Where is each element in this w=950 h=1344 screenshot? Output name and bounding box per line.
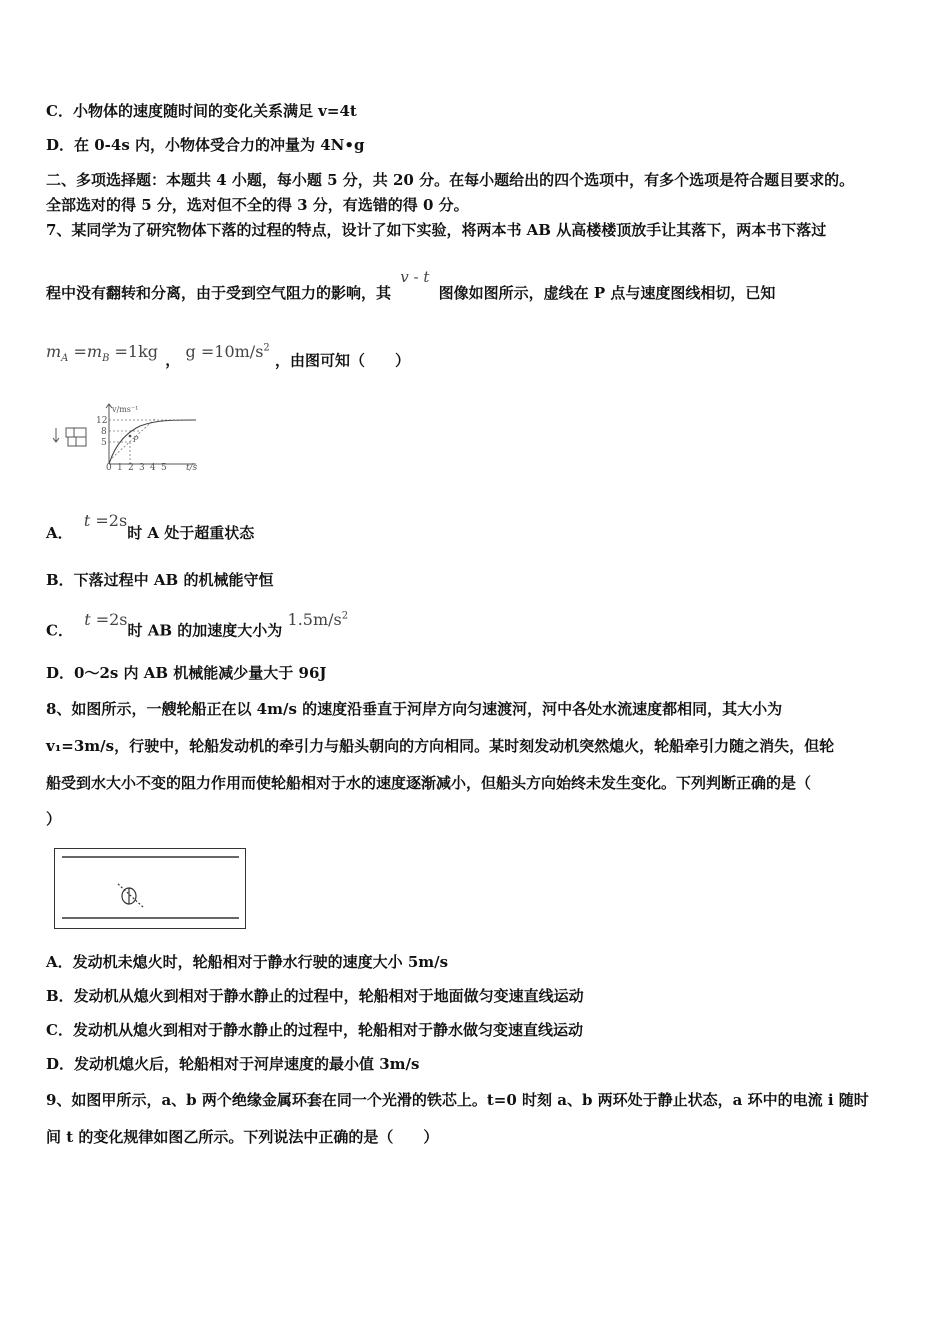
q7-option-a: A． t =2s时 A 处于超重状态 [46, 511, 255, 542]
x-tick-3: 3 [139, 463, 145, 472]
q7-option-b: B．下落过程中 AB 的机械能守恒 [46, 571, 274, 589]
q8-river-figure [54, 848, 247, 930]
q8-option-d: D．发动机熄火后，轮船相对于河岸速度的最小值 3m/s [46, 1055, 420, 1073]
y-tick-12: 12 [96, 416, 108, 426]
q7-stem-line2a: 程中没有翻转和分离，由于受到空气阻力的影响，其 [46, 284, 392, 302]
q7-stem-line2b: 图像如图所示，虚线在 P 点与速度图线相切，已知 [438, 284, 776, 302]
q7-stem-line2 [46, 268, 776, 303]
x-tick-5: 5 [161, 463, 167, 472]
y-tick-5: 5 [101, 438, 107, 448]
section2-heading-line1: 二、多项选择题：本题共 4 小题，每小题 5 分，共 20 分。在每小题给出的四个选项中，有多个选项是符合题目要求的。 [46, 171, 855, 189]
x-tick-0: 0 [106, 463, 112, 472]
x-tick-4: 4 [150, 463, 156, 472]
q8-stem-line4: ） [46, 810, 62, 828]
q9-stem-line2: 间 t 的变化规律如图乙所示。下列说法中正确的是（ ） [46, 1128, 439, 1146]
mass-formula: $m_A =m_B =1kg$ [46, 342, 159, 365]
gravity-formula: $g =10m/s^2$ [185, 342, 270, 362]
y-tick-8: 8 [101, 427, 107, 437]
q7-stem-line1: 7、某同学为了研究物体下落的过程的特点，设计了如下实验，将两本书 AB 从高楼楼顶放手让其落下，两本书下落过 [46, 221, 827, 239]
q9-stem-line1: 9、如图甲所示，a、b 两个绝缘金属环套在同一个光滑的铁芯上。t=0 时刻 a、b 两环处于静止状态，a 环中的电流 i 随时 [46, 1091, 869, 1109]
q8-stem-line3: 船受到水大小不变的阻力作用而使轮船相对于水的速度逐渐减小，但船头方向始终未发生变化。下列判断正确的是（ [46, 774, 812, 792]
q7-option-d: D．0～2s 内 AB 机械能减少量大于 96J [46, 664, 327, 682]
x-tick-1: 1 [117, 463, 123, 472]
boat-icon [118, 884, 144, 908]
q8-option-c: C．发动机从熄火到相对于静水静止的过程中，轮船相对于静水做匀变速直线运动 [46, 1021, 583, 1039]
books-icon [66, 428, 86, 446]
section2-heading-line2: 全部选对的得 5 分，选对但不全的得 3 分，有选错的得 0 分。 [46, 196, 469, 214]
q8-option-a: A．发动机未熄火时，轮船相对于静水行驶的速度大小 5m/s [46, 953, 449, 971]
p-label: P [133, 435, 139, 444]
q7-stem-line3: $m_A =m_B =1kg$ ， $g =10m/s^2$ ，由图可知（ ） [46, 342, 411, 370]
q8-stem-line2: v₁=3m/s，行驶中，轮船发动机的牵引力与船头朝向的方向相同。某时刻发动机突然熄火，轮船牵引力随之消失，但轮 [46, 737, 835, 755]
down-arrow-icon [53, 428, 59, 442]
q7-option-a-math: t =2s [83, 511, 128, 530]
q7-option-c-math: t =2s [84, 610, 128, 630]
q7-stem-line3-end: ，由图可知（ ） [275, 351, 411, 370]
q7-option-c-value: $1.5m/s^2$ [287, 610, 349, 630]
q8-stem-line1: 8、如图所示，一艘轮船正在以 4m/s 的速度沿垂直于河岸方向匀速渡河，河中各处水流速度都相同，其大小为 [46, 700, 783, 718]
q7-option-c: C． t =2s时 AB 的加速度大小为 $1.5m/s^2$ [46, 610, 349, 640]
point-p [129, 435, 132, 438]
x-tick-2: 2 [128, 463, 134, 472]
axis-label-v: v/ms⁻¹ [112, 405, 139, 414]
axis-label-t: t/s [186, 463, 198, 472]
q6-option-d: D．在 0-4s 内，小物体受合力的冲量为 4N•g [46, 136, 365, 154]
vt-formula: v - t [400, 268, 430, 286]
q7-vt-graph [46, 398, 216, 472]
q6-option-c: C．小物体的速度随时间的变化关系满足 v=4t [46, 102, 357, 120]
q8-option-b: B．发动机从熄火到相对于静水静止的过程中，轮船相对于地面做匀变速直线运动 [46, 987, 584, 1005]
